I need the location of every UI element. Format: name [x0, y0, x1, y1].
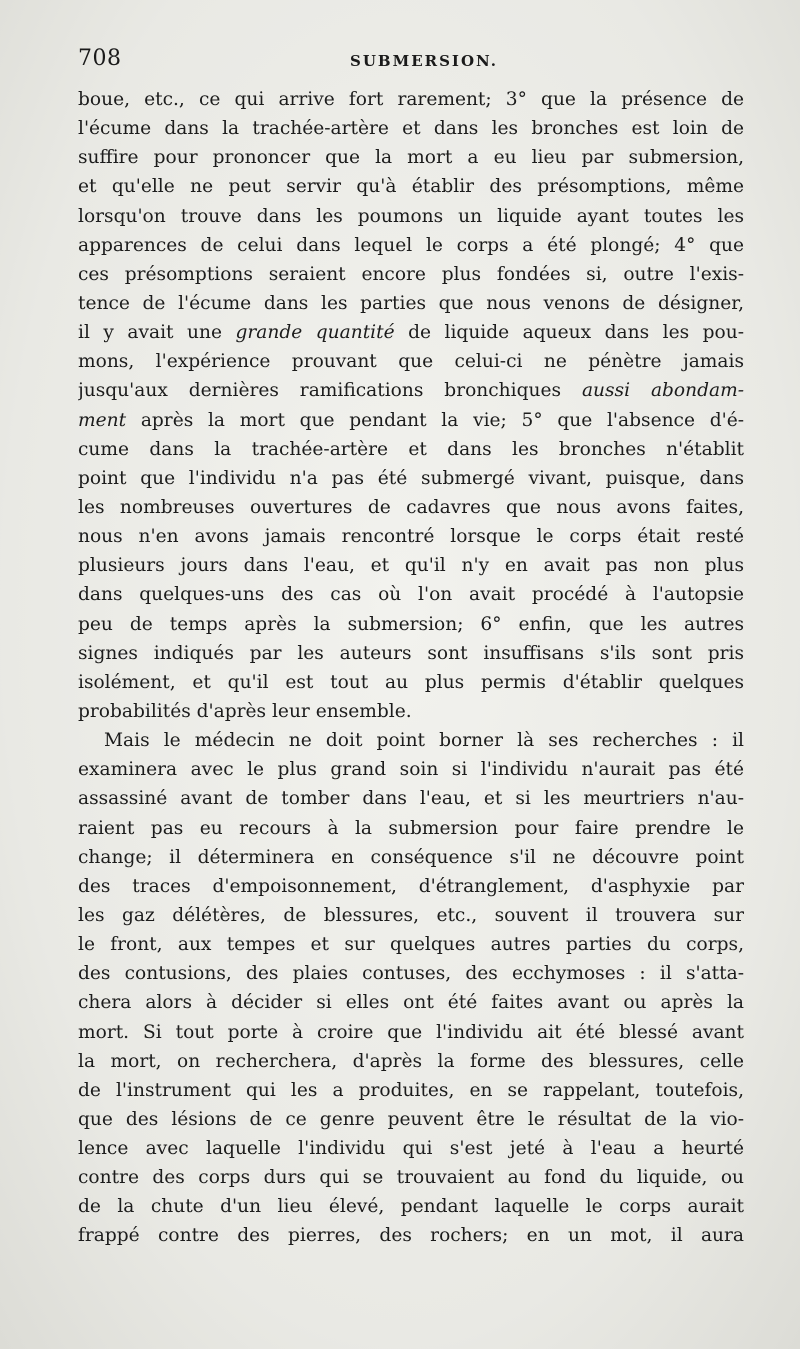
- italic-phrase: ment: [78, 409, 127, 431]
- page-number: 708: [78, 46, 122, 71]
- text-line: Mais le médecin ne doit point borner là ses recherches : il: [104, 730, 744, 752]
- text-line: l'écume dans la trachée-artère et dans les bronches est loin de: [78, 118, 744, 140]
- text-line: probabilités d'après leur ensemble.: [78, 700, 412, 722]
- text-line: et qu'elle ne peut servir qu'à établir des présomptions, même: [78, 176, 744, 198]
- text-line: que des lésions de ce genre peuvent être le résultat de la vio-: [78, 1108, 744, 1130]
- text-line: assassiné avant de tomber dans l'eau, et si les meurtriers n'au-: [78, 788, 744, 810]
- text-line: de la chute d'un lieu élevé, pendant laquelle le corps aurait: [78, 1196, 744, 1218]
- running-head: SUBMERSION.: [350, 52, 498, 70]
- text-line: frappé contre des pierres, des rochers; en un mot, il aura: [78, 1225, 744, 1247]
- text-line: lorsqu'on trouve dans les poumons un liquide ayant toutes les: [78, 205, 744, 227]
- text-line: plusieurs jours dans l'eau, et qu'il n'y en avait pas non plus: [78, 555, 744, 577]
- text-line: examinera avec le plus grand soin si l'individu n'aurait pas été: [78, 759, 744, 781]
- paragraph: [78, 726, 744, 1251]
- text-line: apparences de celui dans lequel le corps a été plongé; 4° que: [78, 234, 744, 256]
- text-line: point que l'individu n'a pas été submergé vivant, puisque, dans: [78, 467, 744, 489]
- text-line: signes indiqués par les auteurs sont insuffisans s'ils sont pris: [78, 642, 744, 664]
- text-line: suffire pour prononcer que la mort a eu lieu par submersion,: [78, 147, 744, 169]
- italic-phrase: aussi abondam-: [581, 380, 744, 402]
- text-line: des contusions, des plaies contuses, des ecchymoses : il s'atta-: [78, 963, 744, 985]
- text-line: contre des corps durs qui se trouvaient au fond du liquide, ou: [78, 1167, 744, 1189]
- text-line: change; il déterminera en conséquence s'il ne découvre point: [78, 846, 744, 868]
- text-line: peu de temps après la submersion; 6° enfin, que les autres: [78, 613, 744, 635]
- text-line: dans quelques-uns des cas où l'on avait procédé à l'autopsie: [78, 584, 744, 606]
- text-line: boue, etc., ce qui arrive fort rarement; 3° que la présence de: [78, 89, 744, 110]
- text-line: tence de l'écume dans les parties que nous venons de désigner,: [78, 292, 744, 314]
- text-line: raient pas eu recours à la submersion pour faire prendre le: [78, 817, 744, 839]
- text-line: les gaz délétères, de blessures, etc., souvent il trouvera sur: [78, 904, 744, 926]
- text-line: la mort, on recherchera, d'après la forme des blessures, celle: [78, 1050, 744, 1072]
- text-line: de l'instrument qui les a produites, en se rappelant, toutefois,: [78, 1079, 744, 1101]
- text-line: lence avec laquelle l'individu qui s'est jeté à l'eau a heurté: [78, 1138, 744, 1160]
- text-line: ces présomptions seraient encore plus fondées si, outre l'exis-: [78, 263, 744, 285]
- text-line: ment après la mort que pendant la vie; 5° que l'absence d'é-: [78, 409, 744, 431]
- text-line: il y avait une grande quantité de liquide aqueux dans les pou-: [78, 322, 744, 344]
- italic-phrase: grande quantité: [235, 322, 395, 344]
- text-line: jusqu'aux dernières ramifications bronchiques aussi abondam-: [78, 380, 744, 402]
- text-line: les nombreuses ouvertures de cadavres que nous avons faites,: [78, 496, 744, 518]
- text-line: isolément, et qu'il est tout au plus permis d'établir quelques: [78, 671, 744, 693]
- text-line: nous n'en avons jamais rencontré lorsque le corps était resté: [78, 526, 744, 548]
- text-line: mons, l'expérience prouvant que celui-ci ne pénètre jamais: [78, 351, 744, 373]
- text-line: chera alors à décider si elles ont été faites avant ou après la: [78, 992, 744, 1014]
- text-line: des traces d'empoisonnement, d'étranglement, d'asphyxie par: [78, 875, 744, 897]
- text-line: mort. Si tout porte à croire que l'individu ait été blessé avant: [78, 1021, 744, 1043]
- page-header: [78, 46, 744, 78]
- text-line: cume dans la trachée-artère et dans les bronches n'établit: [78, 438, 744, 460]
- body-text: [78, 85, 744, 1251]
- paragraph: [78, 85, 744, 726]
- text-line: le front, aux tempes et sur quelques autres parties du corps,: [78, 934, 744, 956]
